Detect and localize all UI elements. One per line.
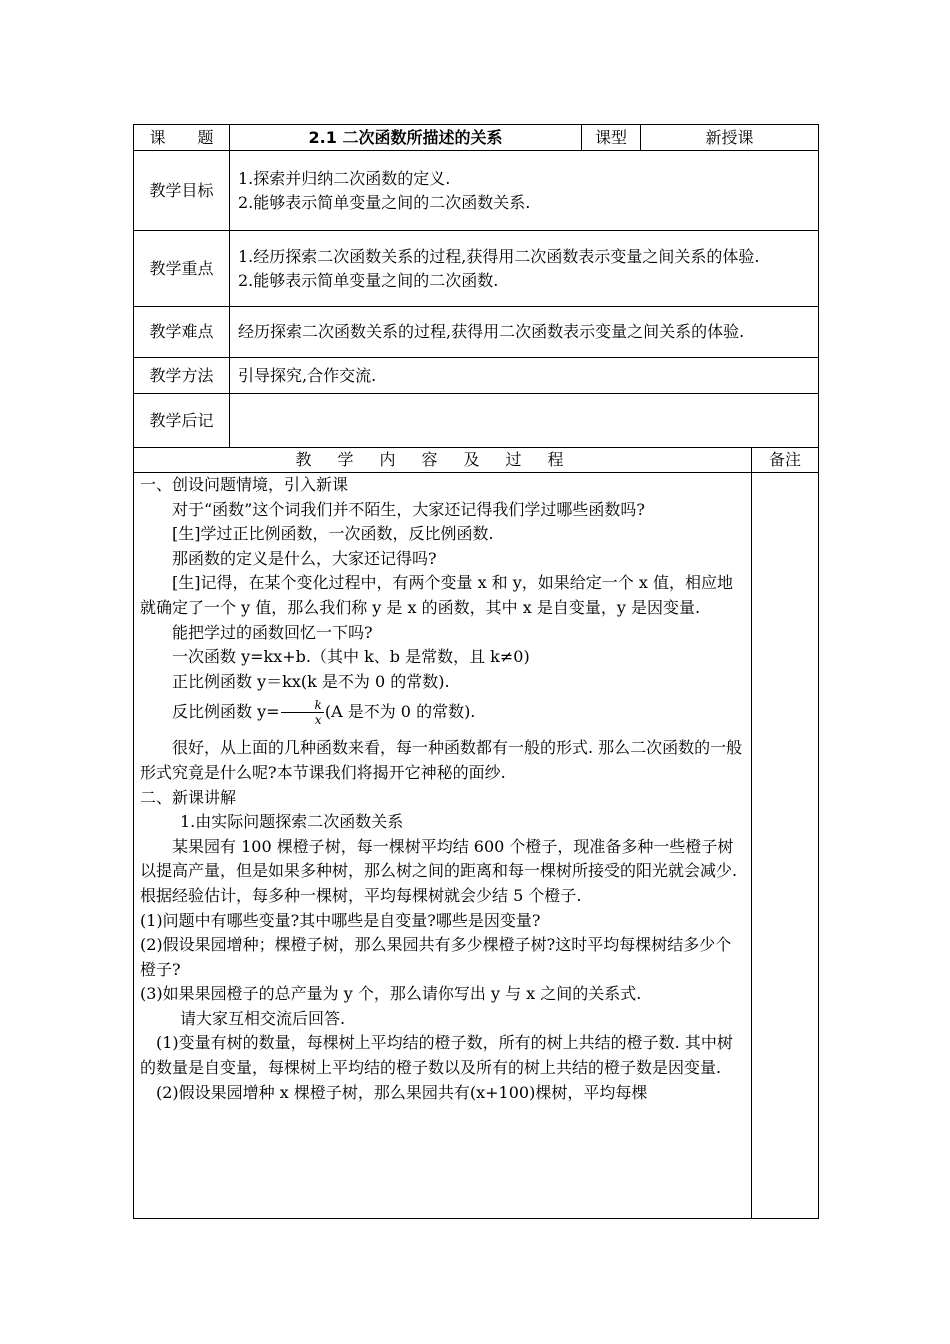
formula-inverse: 反比例函数 y= $\frac{k}{x}$ (A 是不为 0 的常数).: [172, 698, 476, 728]
question: (3)如果果园橙子的总产量为 y 个，那么请你写出 y 与 x 之间的关系式.: [140, 984, 642, 1004]
paragraph: 能把学过的函数回忆一下吗?: [172, 622, 373, 642]
type-value: 新授课: [641, 125, 819, 151]
focus-line: 1.经历探索二次函数关系的过程,获得用二次函数表示变量之间关系的体验.: [238, 246, 760, 266]
focus-content: [230, 231, 819, 307]
section-heading: 一、创设问题情境，引入新课: [140, 475, 349, 494]
process-header: 教学内容及过程: [134, 448, 752, 473]
formula-linear: 一次函数 y=kx+b.（其中 k、b 是常数，且 k≠0): [172, 647, 530, 667]
fraction: $\frac{k}{x}$: [281, 698, 324, 727]
topic-value: 2.1 二次函数所描述的关系: [230, 125, 582, 151]
topic-label: 课 题: [134, 125, 230, 151]
paragraph: [生]学过正比例函数，一次函数，反比例函数.: [172, 524, 494, 544]
answer: (2)假设果园增种 x 棵橙子树，那么果园共有(x+100)棵树，平均每棵: [156, 1082, 648, 1102]
remarks-content: [752, 473, 819, 1219]
goal-content: [230, 151, 819, 231]
lesson-plan-page: [133, 124, 818, 1219]
focus-label: 教学重点: [134, 231, 230, 307]
notes-label: 教学后记: [134, 394, 230, 448]
question: (1)问题中有哪些变量?其中哪些是自变量?哪些是因变量?: [140, 910, 541, 930]
method-content: 引导探究,合作交流.: [230, 358, 819, 394]
goal-line: 2.能够表示简单变量之间的二次函数关系.: [238, 192, 531, 212]
section-heading: 二、新课讲解: [140, 787, 237, 807]
subsection-heading: 1.由实际问题探索二次函数关系: [180, 812, 404, 832]
difficulty-content: 经历探索二次函数关系的过程,获得用二次函数表示变量之间关系的体验.: [230, 307, 819, 358]
paragraph: [生]记得，在某个变化过程中，有两个变量 x 和 y，如果给定一个 x 值，相应地就确定了一个 y 值，那么我们称 y 是 x 的函数，其中 x 是自变量，y 是因变量.: [140, 573, 734, 617]
process-content: [134, 473, 752, 1219]
paragraph: 对于“函数”这个词我们并不陌生，大家还记得我们学过哪些函数吗?: [172, 499, 645, 519]
paragraph: 那函数的定义是什么，大家还记得吗?: [172, 548, 437, 568]
lesson-plan-table: [133, 124, 819, 1219]
answer: (1)变量有树的数量，每棵树上平均结的橙子数，所有的树上共结的橙子数. 其中树的数量是自变量，每棵树上平均结的橙子数以及所有的树上共结的橙子数是因变量.: [140, 1033, 733, 1078]
remarks-header: 备注: [752, 448, 819, 473]
goal-line: 1.探索并归纳二次函数的定义.: [238, 168, 451, 188]
paragraph: 请大家互相交流后回答.: [180, 1008, 346, 1028]
type-label: 课型: [582, 125, 641, 151]
method-label: 教学方法: [134, 358, 230, 394]
goal-label: 教学目标: [134, 151, 230, 231]
focus-line: 2.能够表示简单变量之间的二次函数.: [238, 270, 499, 290]
paragraph: 很好，从上面的几种函数来看，每一种函数都有一般的形式. 那么二次函数的一般形式究竟是什么呢?本节课我们将揭开它神秘的面纱.: [140, 738, 743, 782]
question: (2)假设果园增种；棵橙子树，那么果园共有多少棵橙子树?这时平均每棵树结多少个橙子?: [140, 935, 732, 979]
paragraph: 某果园有 100 棵橙子树，每一棵树平均结 600 个橙子，现准备多种一些橙子树以提高产量，但是如果多种树，那么树之间的距离和每一棵树所接受的阳光就会减少. 根据经验估计，每多种一棵树，平均每棵树就会少结 5 个橙子.: [140, 836, 738, 905]
notes-content: [230, 394, 819, 448]
difficulty-label: 教学难点: [134, 307, 230, 358]
formula-proportional: 正比例函数 y＝kx(k 是不为 0 的常数).: [172, 671, 450, 691]
